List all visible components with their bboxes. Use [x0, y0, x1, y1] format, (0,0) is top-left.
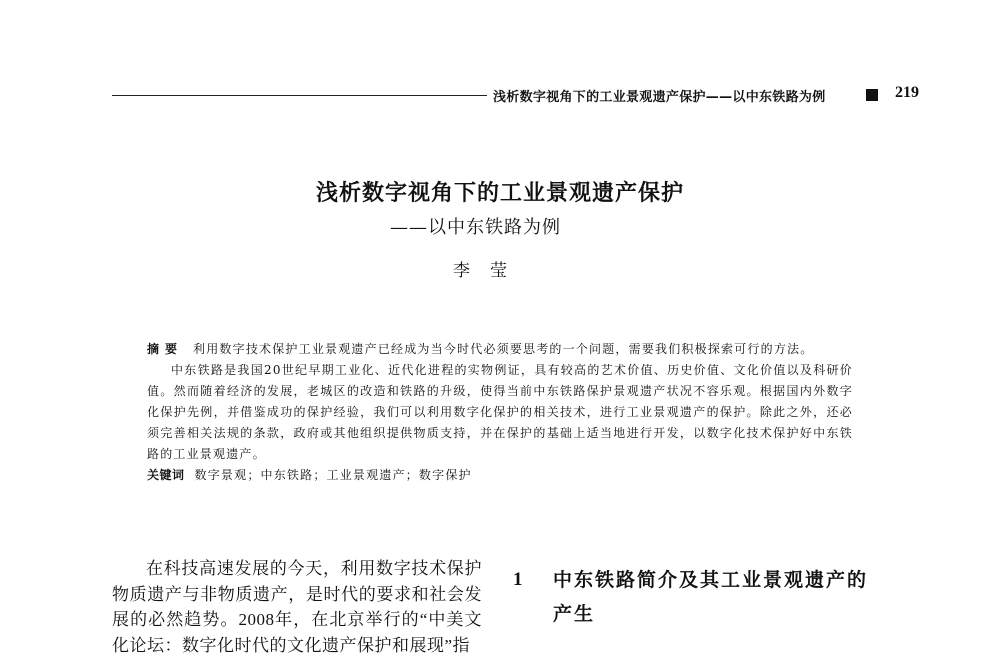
body-left-column	[112, 556, 482, 658]
keywords-text: 数字景观；中东铁路；工业景观遗产；数字保护	[194, 468, 472, 482]
header-square-icon	[866, 89, 878, 101]
section-number: 1	[513, 569, 525, 590]
abstract-label: 摘要	[147, 342, 184, 356]
article-title: 浅析数字视角下的工业景观遗产保护	[315, 181, 684, 206]
article-subtitle: ——以中东铁路为例	[390, 217, 561, 238]
abstract-paragraph-2: 中东铁路是我国20世纪早期工业化、近代化进程的实物例证，具有较高的艺术价值、历史价值、文化价值以及科研价值。然而随着经济的发展，老城区的改造和铁路的升级，使得当前中东铁路保护景观遗产状况不容乐观。根据国内外数字化保护先例，并借鉴成功的保护经验，我们可以利用数字化保护的相关技术，进行工业景观遗产的保护。除此之外，还必须完善相关法规的条款，政府或其他组织提供物质支持，并在保护的基础上适当地进行开发，以数字化技术保护好中东铁路的工业景观遗产。	[147, 363, 853, 461]
keywords-label: 关键词	[147, 468, 185, 482]
page-number: 219	[895, 84, 919, 101]
running-header	[112, 83, 917, 107]
running-title: 浅析数字视角下的工业景观遗产保护——以中东铁路为例	[493, 90, 826, 105]
section-heading-text: 中东铁路简介及其工业景观遗产的产生	[553, 569, 869, 625]
keywords-line	[147, 465, 853, 486]
article-author: 李莹	[453, 261, 527, 281]
section-heading	[513, 563, 893, 631]
abstract-block	[147, 339, 853, 486]
header-rule	[112, 95, 487, 96]
abstract-text-1: 利用数字技术保护工业景观遗产已经成为当今时代必须要思考的一个问题，需要我们积极探索可行的方法。	[193, 342, 814, 356]
body-paragraph: 在科技高速发展的今天，利用数字技术保护物质遗产与非物质遗产，是时代的要求和社会发展的必然趋势。2008年，在北京举行的“中美文化论坛：数字化时代的文化遗产保护和展现”指	[112, 559, 482, 655]
abstract-paragraph-1	[147, 339, 853, 360]
